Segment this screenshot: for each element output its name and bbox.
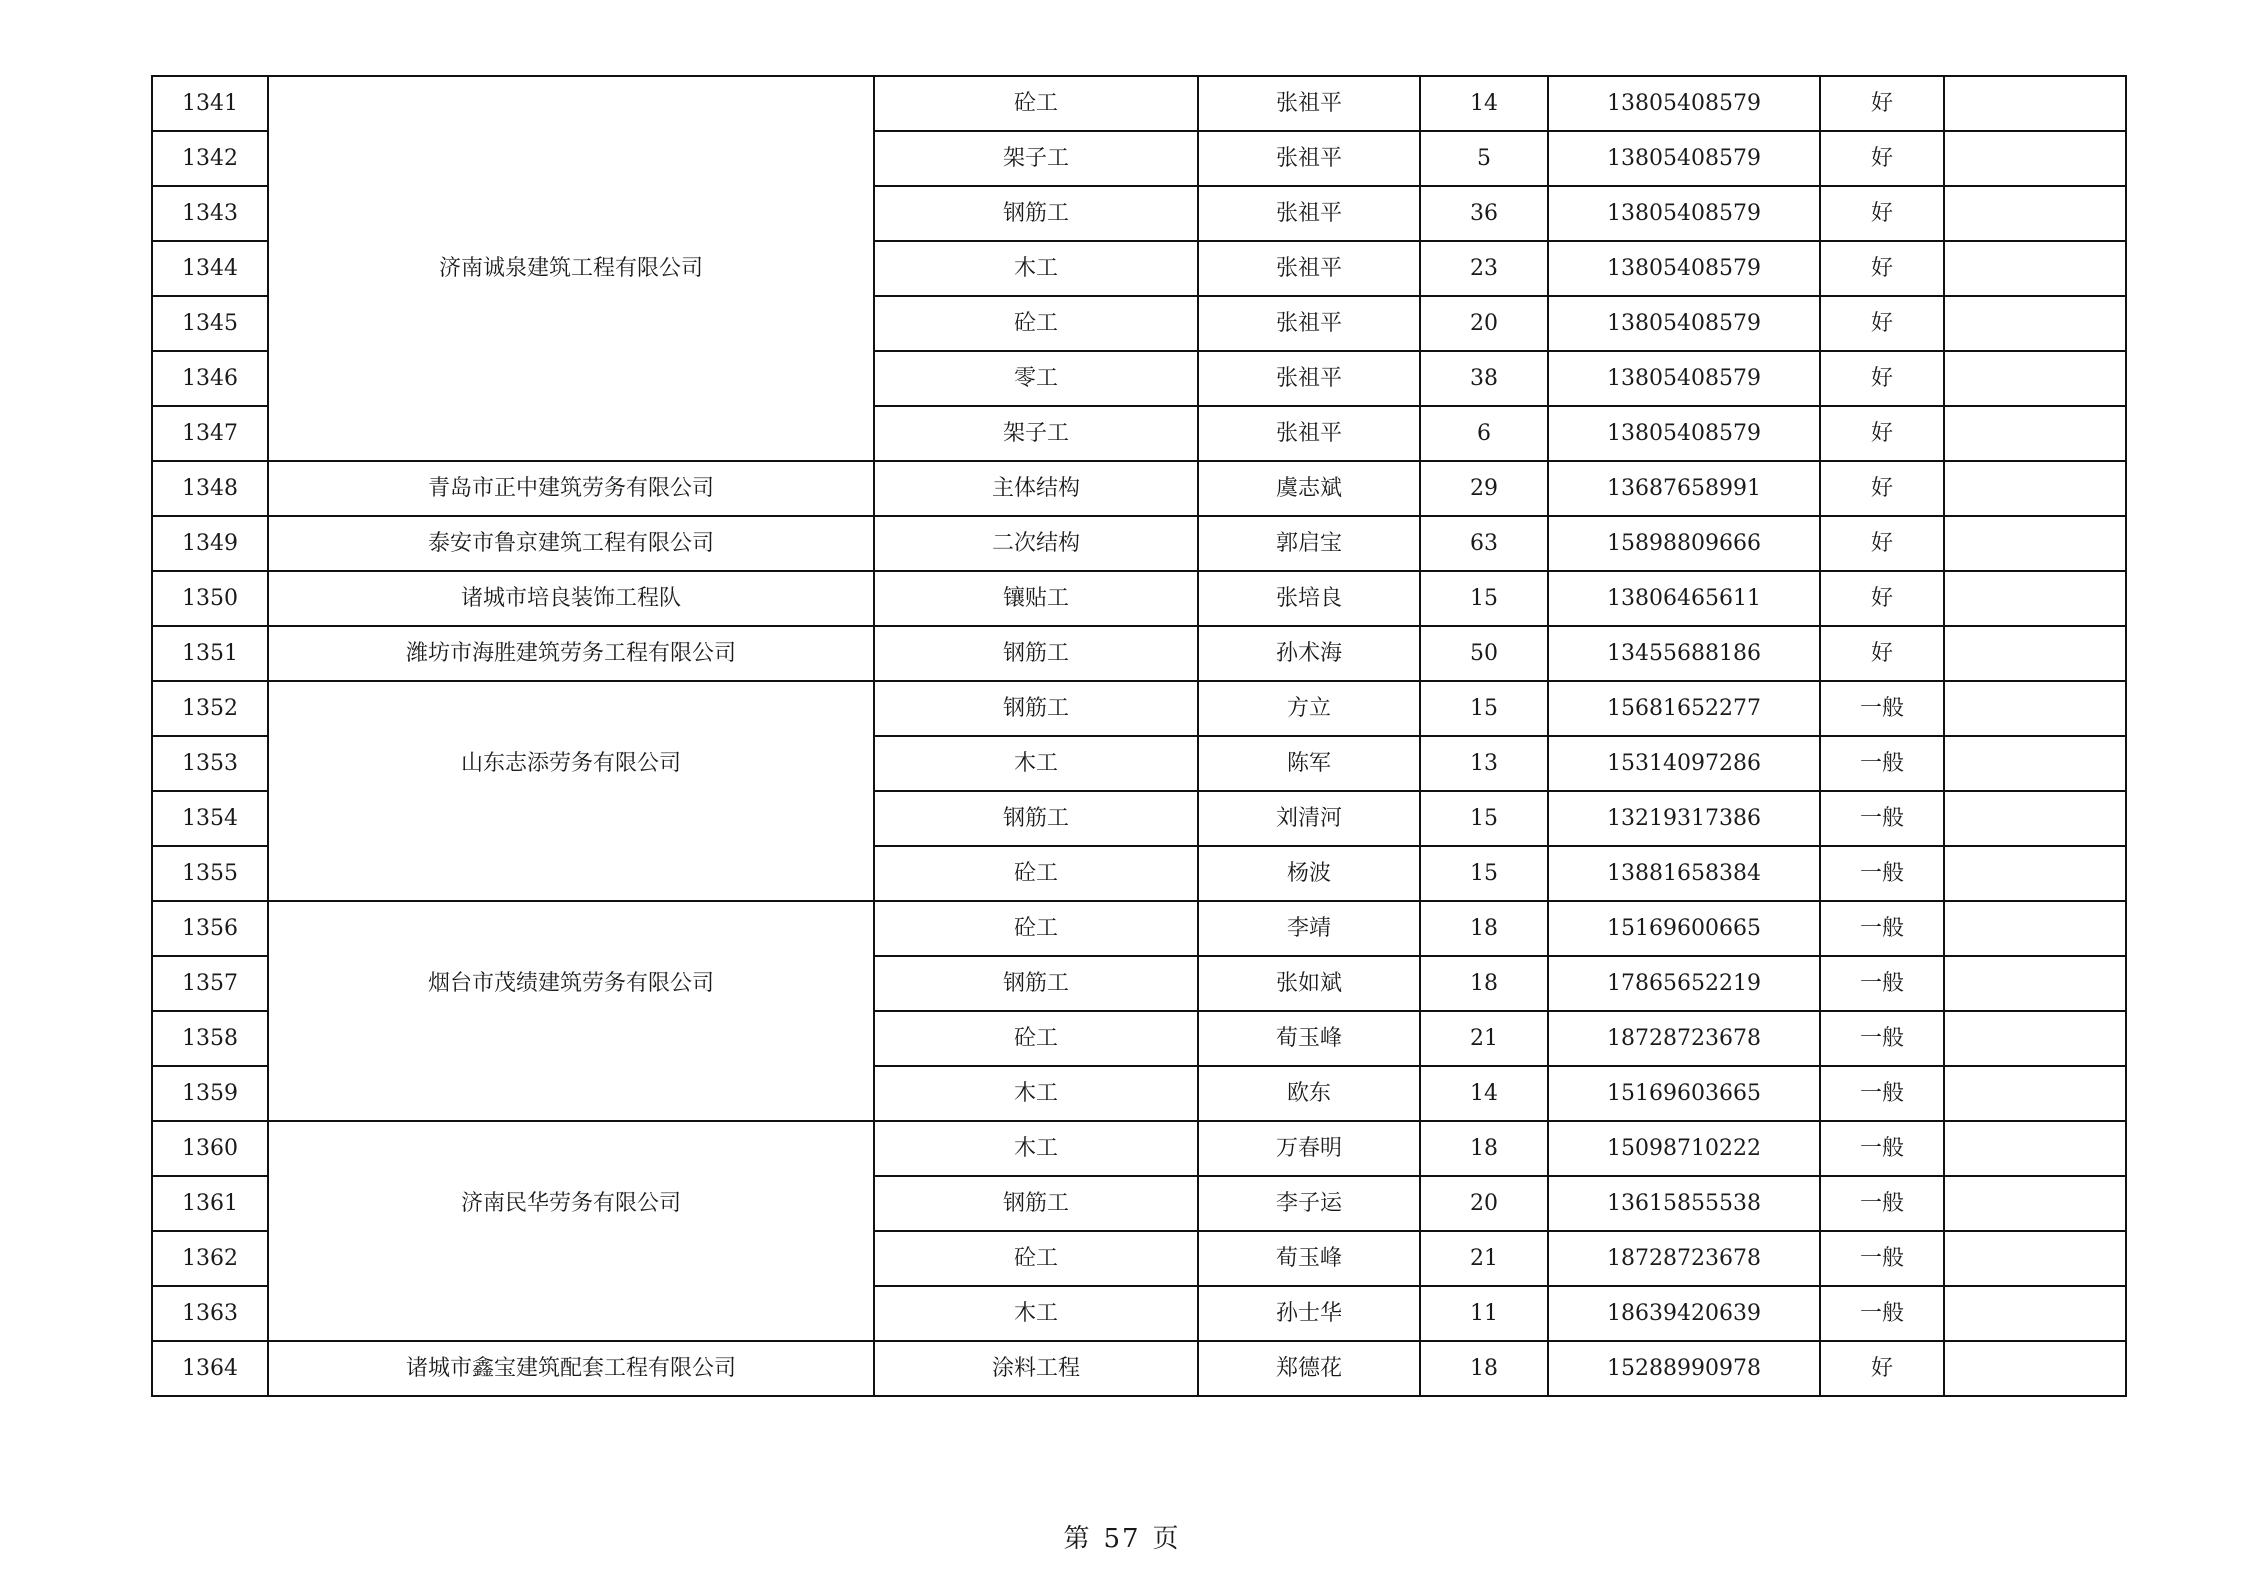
cell-contact: 欧东 [1198,1066,1420,1121]
cell-contact: 杨波 [1198,846,1420,901]
cell-rating: 一般 [1820,1231,1944,1286]
cell-company [268,76,874,131]
cell-company: 诸城市培良装饰工程队 [268,571,874,626]
table-row [152,681,2126,736]
cell-count: 29 [1420,461,1548,516]
cell-number: 1345 [152,296,268,351]
cell-remark [1944,626,2126,681]
cell-company [268,1066,874,1121]
cell-rating: 一般 [1820,736,1944,791]
cell-trade: 木工 [874,241,1198,296]
cell-phone: 13806465611 [1548,571,1820,626]
page-footer [0,1518,2244,1555]
page-prefix: 第 [1063,1524,1092,1554]
cell-company [268,1231,874,1286]
cell-remark [1944,1286,2126,1341]
cell-number: 1359 [152,1066,268,1121]
cell-trade: 砼工 [874,1011,1198,1066]
cell-phone: 13455688186 [1548,626,1820,681]
cell-contact: 张祖平 [1198,296,1420,351]
page-suffix: 页 [1152,1524,1181,1554]
cell-trade: 砼工 [874,846,1198,901]
cell-remark [1944,956,2126,1011]
cell-count: 50 [1420,626,1548,681]
cell-count: 5 [1420,131,1548,186]
cell-trade: 木工 [874,736,1198,791]
cell-rating: 一般 [1820,1121,1944,1176]
cell-phone: 13219317386 [1548,791,1820,846]
cell-trade: 木工 [874,1066,1198,1121]
table-row [152,901,2126,956]
cell-count: 21 [1420,1231,1548,1286]
table-row [152,1176,2126,1231]
table-row [152,516,2126,571]
cell-company [268,296,874,351]
cell-rating: 一般 [1820,1011,1944,1066]
cell-company [268,351,874,406]
cell-number: 1360 [152,1121,268,1176]
table-row [152,351,2126,406]
cell-count: 14 [1420,76,1548,131]
cell-trade: 木工 [874,1286,1198,1341]
cell-trade: 二次结构 [874,516,1198,571]
cell-contact: 张祖平 [1198,241,1420,296]
cell-number: 1350 [152,571,268,626]
cell-company [268,131,874,186]
cell-contact: 荀玉峰 [1198,1231,1420,1286]
cell-number: 1361 [152,1176,268,1231]
table-row [152,76,2126,131]
cell-trade: 镶贴工 [874,571,1198,626]
cell-remark [1944,791,2126,846]
cell-phone: 15898809666 [1548,516,1820,571]
cell-contact: 张祖平 [1198,351,1420,406]
cell-remark [1944,296,2126,351]
cell-company [268,1121,874,1176]
cell-remark [1944,351,2126,406]
cell-number: 1347 [152,406,268,461]
cell-rating: 好 [1820,76,1944,131]
cell-number: 1362 [152,1231,268,1286]
cell-contact: 荀玉峰 [1198,1011,1420,1066]
cell-trade: 架子工 [874,131,1198,186]
cell-company: 诸城市鑫宝建筑配套工程有限公司 [268,1341,874,1396]
cell-count: 18 [1420,956,1548,1011]
cell-remark [1944,1011,2126,1066]
cell-phone: 13805408579 [1548,406,1820,461]
cell-trade: 架子工 [874,406,1198,461]
cell-count: 63 [1420,516,1548,571]
cell-number: 1351 [152,626,268,681]
cell-contact: 张祖平 [1198,186,1420,241]
cell-contact: 郭启宝 [1198,516,1420,571]
cell-phone: 13805408579 [1548,351,1820,406]
cell-count: 20 [1420,296,1548,351]
table-row [152,1011,2126,1066]
cell-remark [1944,1121,2126,1176]
cell-trade: 钢筋工 [874,791,1198,846]
cell-company: 济南诚泉建筑工程有限公司 [268,241,874,296]
cell-rating: 好 [1820,131,1944,186]
cell-remark [1944,571,2126,626]
cell-count: 18 [1420,1121,1548,1176]
cell-rating: 一般 [1820,846,1944,901]
cell-company: 山东志添劳务有限公司 [268,736,874,791]
cell-contact: 刘清河 [1198,791,1420,846]
cell-number: 1363 [152,1286,268,1341]
cell-number: 1357 [152,956,268,1011]
cell-phone: 15681652277 [1548,681,1820,736]
cell-phone: 13805408579 [1548,296,1820,351]
table-row [152,1341,2126,1396]
cell-contact: 李靖 [1198,901,1420,956]
cell-remark [1944,131,2126,186]
cell-trade: 砼工 [874,1231,1198,1286]
cell-trade: 木工 [874,1121,1198,1176]
cell-number: 1348 [152,461,268,516]
table-row [152,1231,2126,1286]
cell-phone: 18728723678 [1548,1231,1820,1286]
cell-trade: 砼工 [874,76,1198,131]
table-row [152,1121,2126,1176]
page-number: 57 [1103,1524,1141,1554]
cell-rating: 好 [1820,461,1944,516]
table-body [152,76,2126,1396]
cell-trade: 主体结构 [874,461,1198,516]
cell-count: 23 [1420,241,1548,296]
cell-remark [1944,1176,2126,1231]
cell-company: 泰安市鲁京建筑工程有限公司 [268,516,874,571]
cell-number: 1364 [152,1341,268,1396]
cell-contact: 方立 [1198,681,1420,736]
cell-number: 1353 [152,736,268,791]
cell-remark [1944,846,2126,901]
cell-number: 1342 [152,131,268,186]
cell-rating: 一般 [1820,901,1944,956]
cell-remark [1944,681,2126,736]
table-row [152,1286,2126,1341]
cell-remark [1944,76,2126,131]
table-row [152,1066,2126,1121]
cell-rating: 好 [1820,296,1944,351]
table-row [152,736,2126,791]
cell-rating: 好 [1820,241,1944,296]
cell-phone: 13805408579 [1548,241,1820,296]
cell-count: 6 [1420,406,1548,461]
cell-company: 济南民华劳务有限公司 [268,1176,874,1231]
cell-rating: 一般 [1820,956,1944,1011]
cell-number: 1343 [152,186,268,241]
table-row [152,406,2126,461]
cell-rating: 好 [1820,406,1944,461]
cell-count: 15 [1420,846,1548,901]
cell-contact: 张祖平 [1198,131,1420,186]
cell-phone: 13805408579 [1548,186,1820,241]
cell-contact: 张培良 [1198,571,1420,626]
cell-count: 14 [1420,1066,1548,1121]
cell-phone: 18728723678 [1548,1011,1820,1066]
cell-count: 13 [1420,736,1548,791]
cell-rating: 一般 [1820,1176,1944,1231]
table-row [152,956,2126,1011]
cell-contact: 张祖平 [1198,76,1420,131]
cell-count: 15 [1420,571,1548,626]
cell-count: 15 [1420,791,1548,846]
cell-rating: 好 [1820,186,1944,241]
table-row [152,571,2126,626]
cell-count: 20 [1420,1176,1548,1231]
cell-company [268,406,874,461]
cell-contact: 张如斌 [1198,956,1420,1011]
cell-trade: 涂料工程 [874,1341,1198,1396]
cell-contact: 李子运 [1198,1176,1420,1231]
cell-remark [1944,1341,2126,1396]
cell-count: 11 [1420,1286,1548,1341]
cell-rating: 好 [1820,351,1944,406]
cell-contact: 孙士华 [1198,1286,1420,1341]
cell-trade: 钢筋工 [874,956,1198,1011]
cell-count: 38 [1420,351,1548,406]
cell-company: 潍坊市海胜建筑劳务工程有限公司 [268,626,874,681]
table-row [152,241,2126,296]
cell-company: 青岛市正中建筑劳务有限公司 [268,461,874,516]
cell-trade: 钢筋工 [874,186,1198,241]
cell-count: 15 [1420,681,1548,736]
cell-trade: 钢筋工 [874,1176,1198,1231]
cell-phone: 13687658991 [1548,461,1820,516]
cell-count: 21 [1420,1011,1548,1066]
table-row [152,626,2126,681]
cell-rating: 好 [1820,1341,1944,1396]
table-row [152,296,2126,351]
cell-count: 18 [1420,901,1548,956]
cell-number: 1341 [152,76,268,131]
cell-company [268,681,874,736]
cell-count: 18 [1420,1341,1548,1396]
cell-number: 1352 [152,681,268,736]
table-row [152,186,2126,241]
cell-remark [1944,241,2126,296]
table-row [152,846,2126,901]
table-row [152,791,2126,846]
cell-rating: 好 [1820,516,1944,571]
cell-company: 烟台市茂绩建筑劳务有限公司 [268,956,874,1011]
cell-remark [1944,1231,2126,1286]
cell-remark [1944,901,2126,956]
cell-phone: 13615855538 [1548,1176,1820,1231]
cell-phone: 15169603665 [1548,1066,1820,1121]
cell-contact: 郑德花 [1198,1341,1420,1396]
cell-remark [1944,186,2126,241]
cell-number: 1356 [152,901,268,956]
cell-company [268,1011,874,1066]
cell-rating: 好 [1820,571,1944,626]
cell-trade: 砼工 [874,901,1198,956]
table-row [152,461,2126,516]
cell-count: 36 [1420,186,1548,241]
cell-phone: 13805408579 [1548,131,1820,186]
cell-contact: 孙术海 [1198,626,1420,681]
cell-company [268,1286,874,1341]
cell-contact: 陈军 [1198,736,1420,791]
cell-rating: 一般 [1820,1286,1944,1341]
cell-remark [1944,1066,2126,1121]
cell-rating: 一般 [1820,1066,1944,1121]
cell-phone: 15169600665 [1548,901,1820,956]
cell-rating: 一般 [1820,681,1944,736]
cell-remark [1944,406,2126,461]
cell-phone: 15314097286 [1548,736,1820,791]
cell-company [268,846,874,901]
cell-number: 1346 [152,351,268,406]
cell-number: 1349 [152,516,268,571]
cell-remark [1944,461,2126,516]
cell-phone: 13805408579 [1548,76,1820,131]
cell-rating: 一般 [1820,791,1944,846]
cell-phone: 13881658384 [1548,846,1820,901]
contractor-table [151,75,2127,1397]
cell-remark [1944,516,2126,571]
cell-contact: 万春明 [1198,1121,1420,1176]
cell-phone: 15098710222 [1548,1121,1820,1176]
cell-phone: 17865652219 [1548,956,1820,1011]
cell-trade: 钢筋工 [874,626,1198,681]
cell-contact: 虞志斌 [1198,461,1420,516]
cell-contact: 张祖平 [1198,406,1420,461]
cell-number: 1354 [152,791,268,846]
cell-number: 1344 [152,241,268,296]
cell-remark [1944,736,2126,791]
cell-company [268,901,874,956]
cell-number: 1355 [152,846,268,901]
cell-phone: 15288990978 [1548,1341,1820,1396]
cell-number: 1358 [152,1011,268,1066]
cell-trade: 钢筋工 [874,681,1198,736]
cell-trade: 零工 [874,351,1198,406]
table-row [152,131,2126,186]
cell-company [268,791,874,846]
cell-phone: 18639420639 [1548,1286,1820,1341]
cell-company [268,186,874,241]
cell-trade: 砼工 [874,296,1198,351]
cell-rating: 好 [1820,626,1944,681]
